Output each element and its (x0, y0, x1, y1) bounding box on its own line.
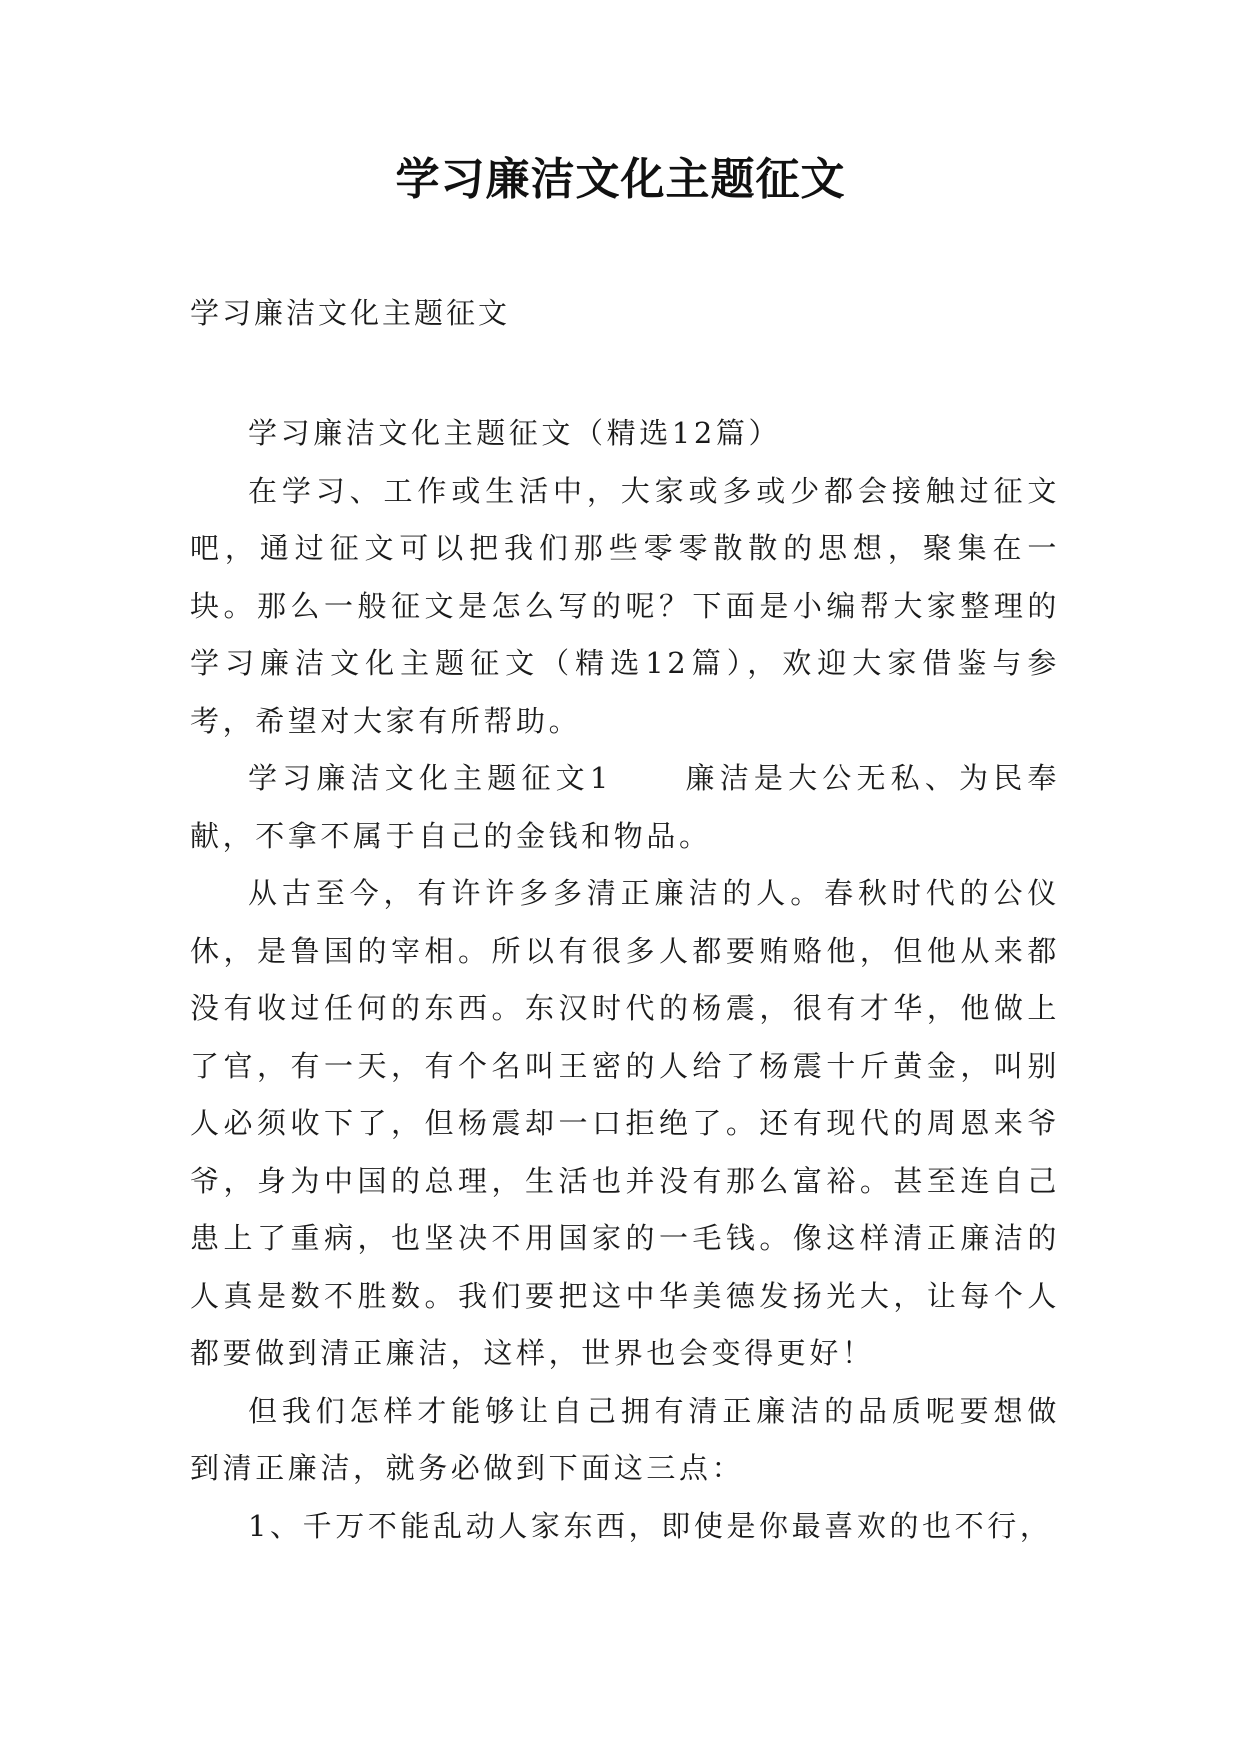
document-title: 学习廉洁文化主题征文 (395, 154, 846, 205)
document-body (190, 405, 1060, 1555)
essay-1-heading: 学习廉洁文化主题征文1 (248, 761, 612, 795)
paragraph-history: 从古至今，有许许多多清正廉洁的人。春秋时代的公仪休，是鲁国的宰相。所以有很多人都要贿赂他，但他从来都没有收过任何的东西。东汉时代的杨震，很有才华，他做上了官，有一天，有个名叫王密的人给了杨震十斤黄金，叫别人必须收下了，但杨震却一口拒绝了。还有现代的周恩来爷爷，身为中国的总理，生活也并没有那么富裕。甚至连自己患上了重病，也坚决不用国家的一毛钱。像这样清正廉洁的人真是数不胜数。我们要把这中华美德发扬光大，让每个人都要做到清正廉洁，这样，世界也会变得更好！ (190, 876, 1060, 1370)
paragraph-intro: 在学习、工作或生活中，大家或多或少都会接触过征文吧，通过征文可以把我们那些零零散散的思想，聚集在一块。那么一般征文是怎么写的呢？下面是小编帮大家整理的学习廉洁文化主题征文（精选12篇），欢迎大家借鉴与参考，希望对大家有所帮助。 (190, 473, 1060, 738)
paragraph-series-title: 学习廉洁文化主题征文（精选12篇） (248, 416, 782, 450)
paragraph-essay-1-start (190, 750, 1060, 865)
paragraph-point-1: 1、千万不能乱动人家东西，即使是你最喜欢的也不行， (248, 1508, 1053, 1543)
document-subheading: 学习廉洁文化主题征文 (190, 296, 511, 330)
essay-1-opening: 廉洁是大公无私、为民奉献，不拿不属于自己的金钱和物品。 (190, 761, 1060, 853)
paragraph-question: 但我们怎样才能够让自己拥有清正廉洁的品质呢要想做到清正廉洁，就务必做到下面这三点： (190, 1393, 1060, 1485)
